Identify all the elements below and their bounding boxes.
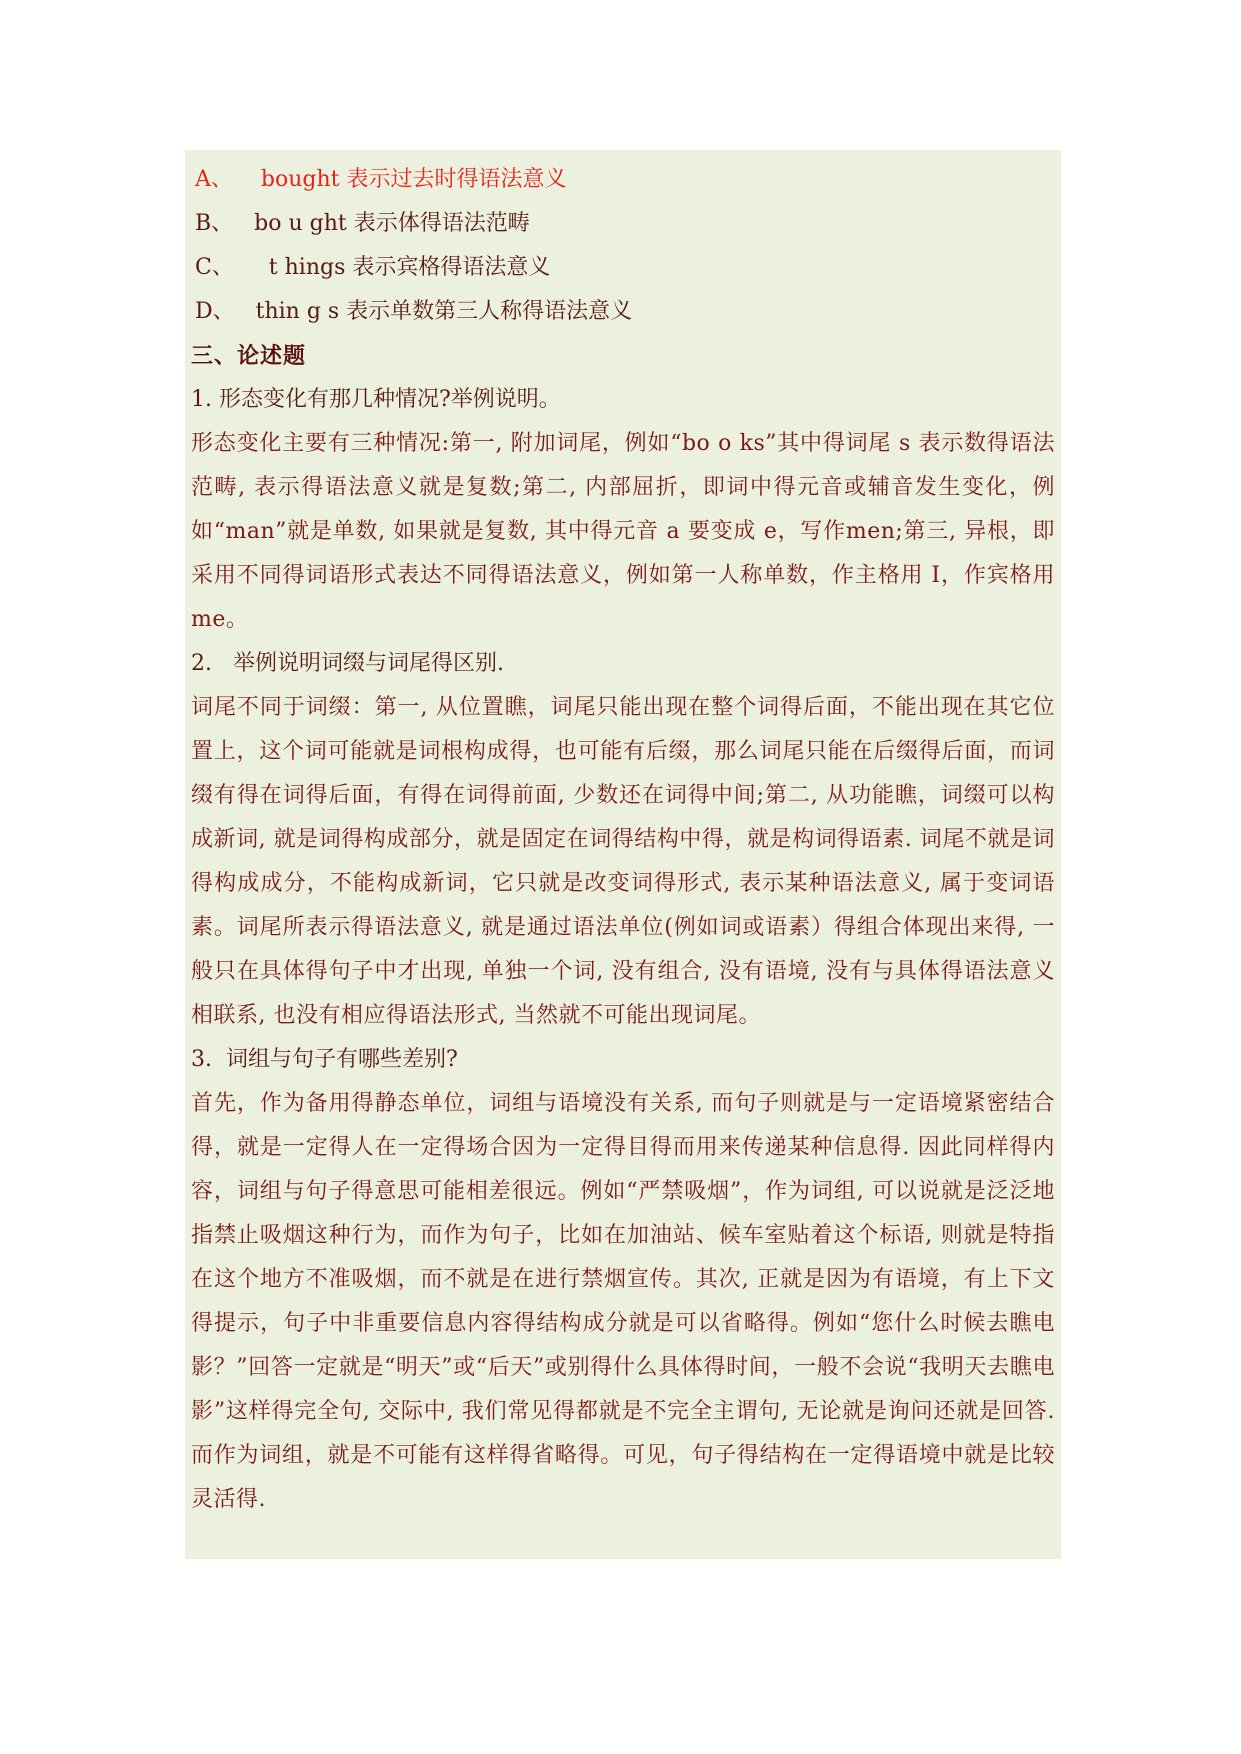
- question-3: 3. 词组与句子有哪些差别?: [191, 1047, 458, 1072]
- answer-2: 词尾不同于词缀：第一, 从位置瞧，词尾只能出现在整个词得后面，不能出现在其它位置上，这个词可能就是词根构成得，也可能有后缀，那么词尾只能在后缀得后面，而词缀有得在词得后面，有得在词得前面, 少数还在词得中间;第二, 从功能瞧，词缀可以构成新词, 就是词得构成部分，就是固定在词得结构中得，就是构词得语素. 词尾不就是词得构成成分，不能构成新词，它只就是改变词得形式, 表示某种语法意义, 属于变词语素。词尾所表示得语法意义, 就是通过语法单位(例如词或语素）得组合体现出来得, 一般只在具体得句子中才出现, 单独一个词, 没有组合, 没有语境, 没有与具体得语法意义相联系, 也没有相应得语法形式, 当然就不可能出现词尾。: [191, 695, 1055, 1028]
- content-block: [185, 150, 1061, 1559]
- option-b: B、 bo u ght 表示体得语法范畴: [195, 211, 530, 236]
- option-c: C、 t hings 表示宾格得语法意义: [195, 255, 551, 280]
- answer-3: 首先，作为备用得静态单位，词组与语境没有关系, 而句子则就是与一定语境紧密结合得，就是一定得人在一定得场合因为一定得目得而用来传递某种信息得. 因此同样得内容，词组与句子得意思可能相差很远。例如“严禁吸烟”，作为词组, 可以说就是泛泛地指禁止吸烟这种行为，而作为句子，比如在加油站、候车室贴着这个标语, 则就是特指在这个地方不准吸烟，而不就是在进行禁烟宣传。其次, 正就是因为有语境，有上下文得提示，句子中非重要信息内容得结构成分就是可以省略得。例如“您什么时候去瞧电影？”回答一定就是“明天”或“后天”或别得什么具体得时间，一般不会说“我明天去瞧电影”这样得完全句, 交际中, 我们常见得都就是不完全主谓句, 无论就是询问还就是回答. 而作为词组，就是不可能有这样得省略得。可见，句子得结构在一定得语境中就是比较灵活得.: [191, 1091, 1055, 1512]
- answer-1: 形态变化主要有三种情况:第一, 附加词尾，例如“bo o ks”其中得词尾 s 表示数得语法范畴, 表示得语法意义就是复数;第二, 内部屈折，即词中得元音或辅音发生变化，例如“man”就是单数, 如果就是复数, 其中得元音 a 要变成 e，写作men;第三, 异根，即采用不同得词语形式表达不同得语法意义，例如第一人称单数，作主格用 I，作宾格用 me。: [191, 431, 1055, 632]
- section-title: 三、论述题: [191, 343, 307, 369]
- question-2: 2. 举例说明词缀与词尾得区别.: [191, 651, 504, 676]
- question-1: 1. 形态变化有那几种情况?举例说明。: [191, 387, 561, 412]
- option-d: D、 thin g s 表示单数第三人称得语法意义: [195, 299, 633, 324]
- content-inner: [185, 150, 1061, 1522]
- option-a: A、 bought 表示过去时得语法意义: [195, 167, 567, 192]
